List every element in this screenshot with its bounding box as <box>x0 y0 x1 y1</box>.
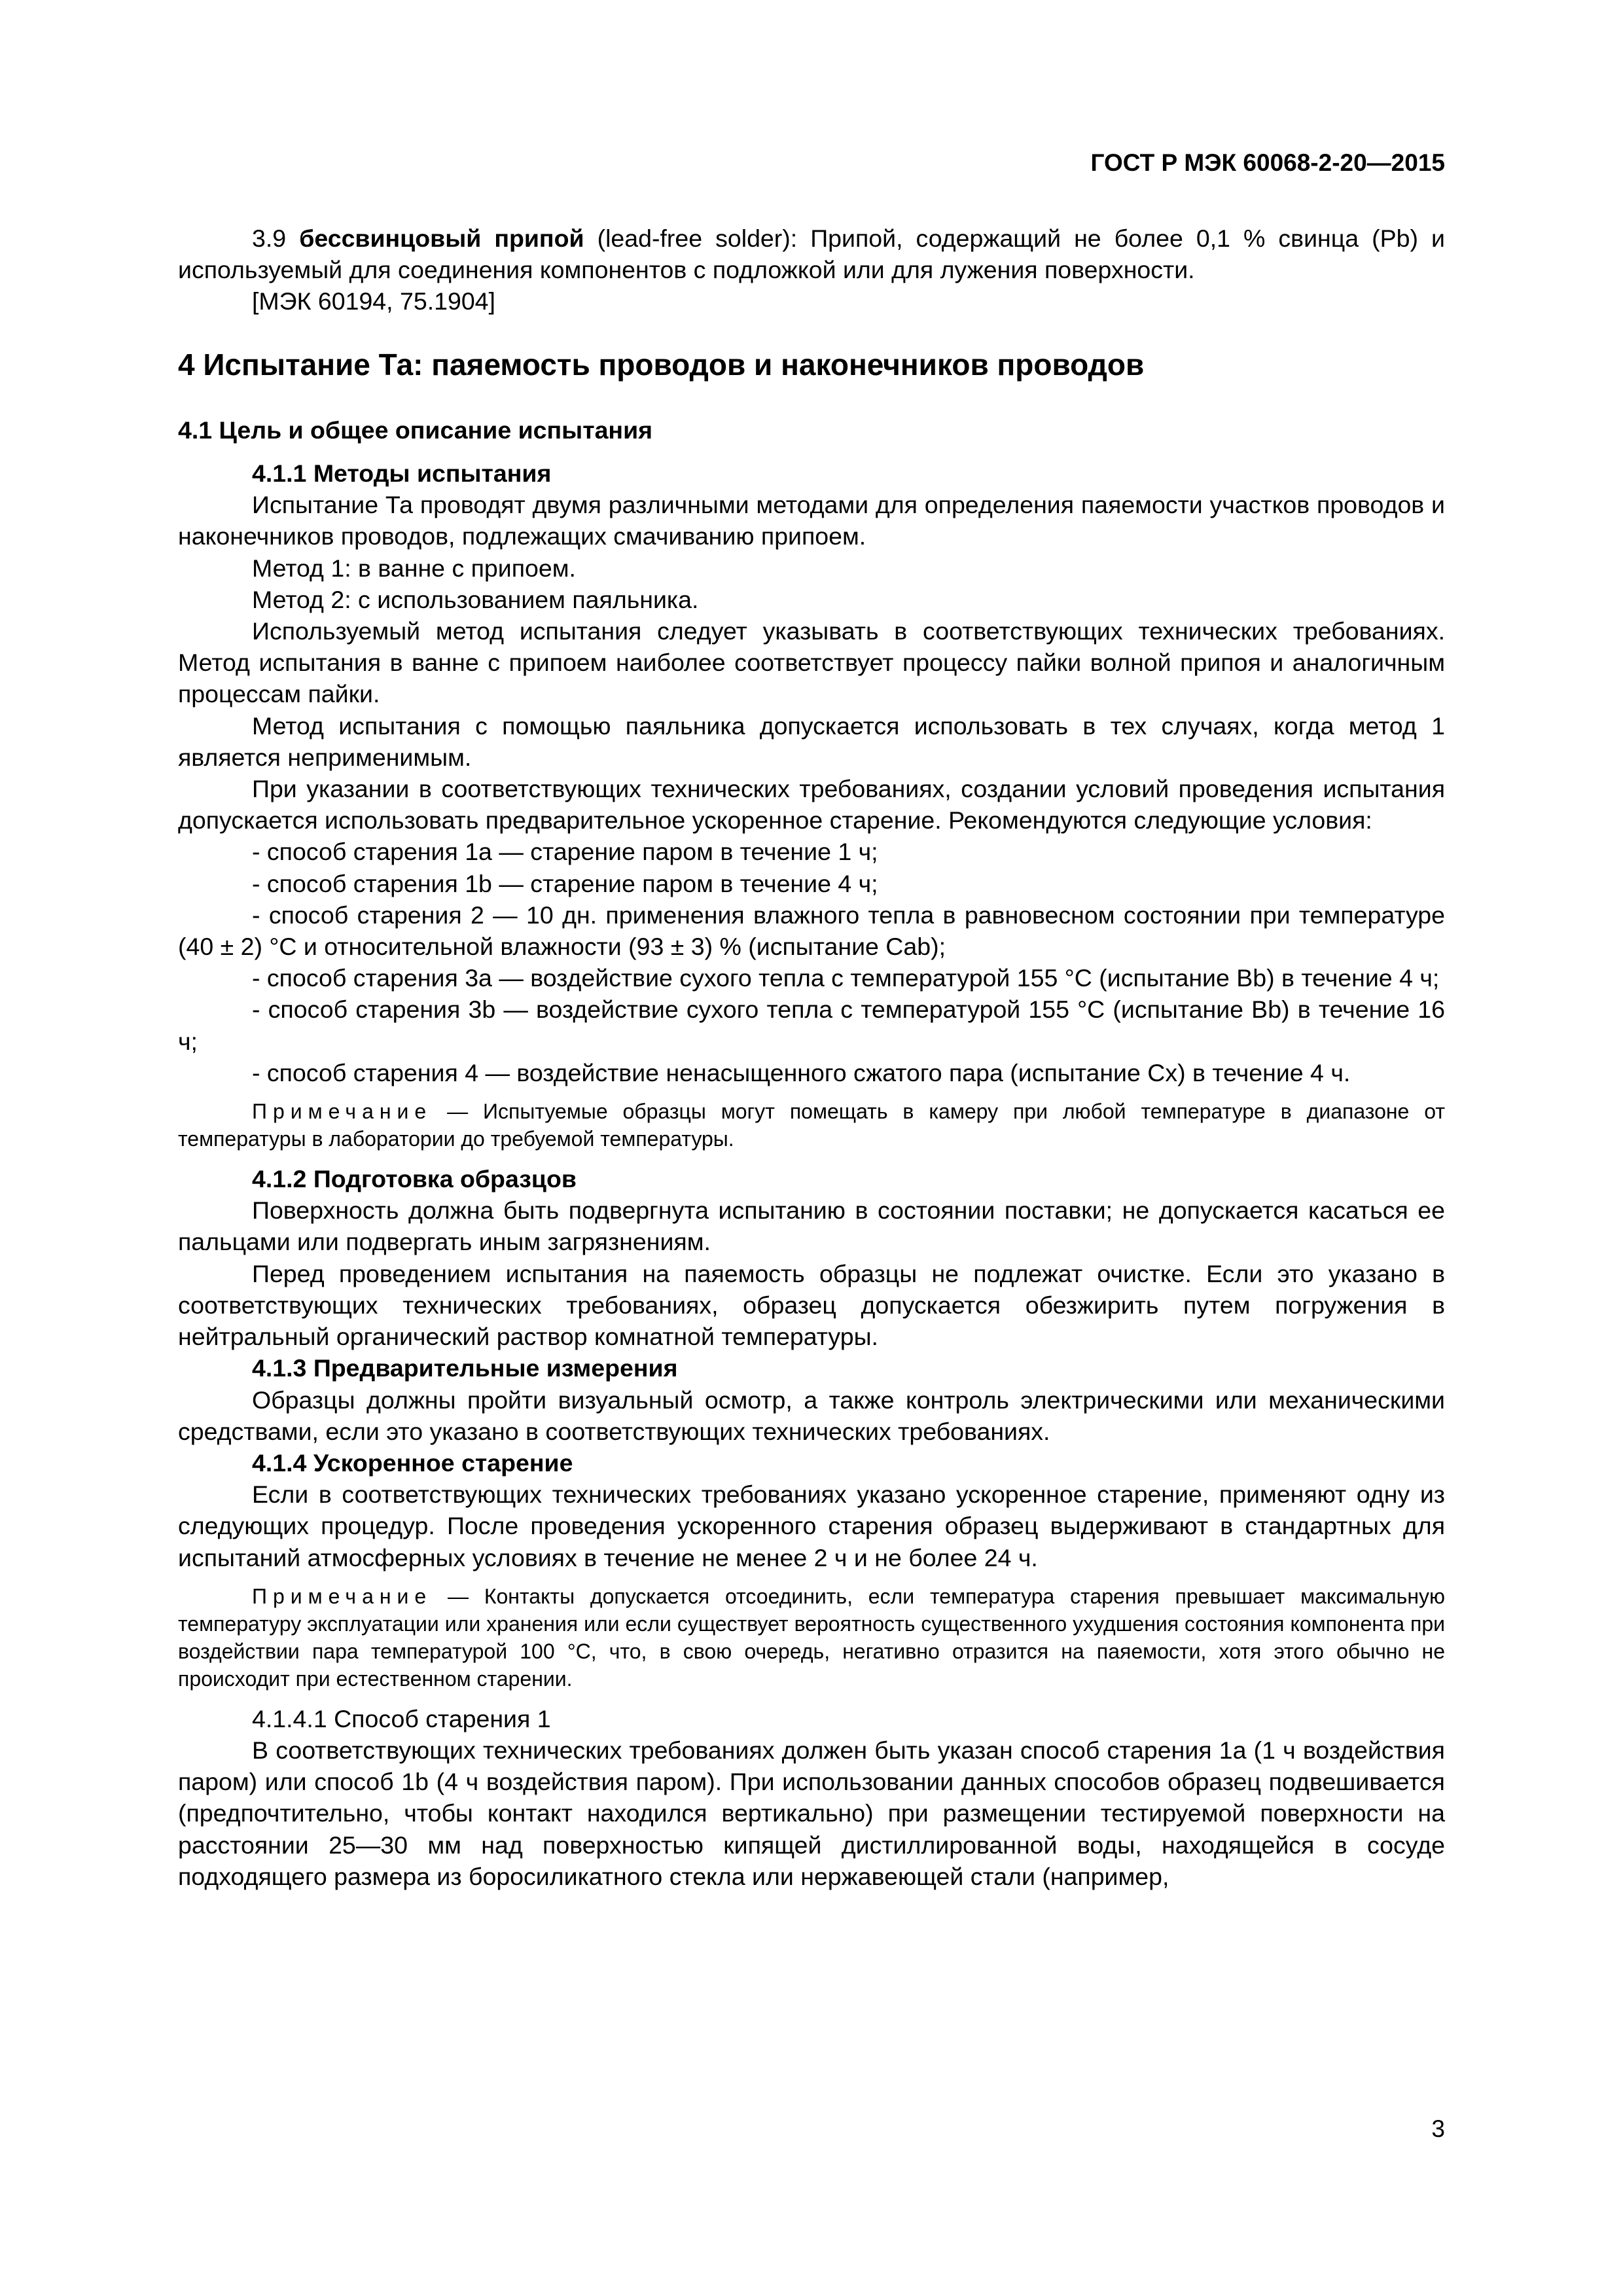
paragraph: Поверхность должна быть подвергнута испытанию в состоянии поставки; не допускается касаться ее пальцами или подвергать иным загрязнениям. <box>178 1196 1445 1256</box>
note-label: Примечание <box>252 1584 433 1608</box>
list-item: - способ старения 3b — воздействие сухого тепла с температурой 155 °С (испытание Bb) в течение 16 ч; <box>178 996 1445 1055</box>
section-4-title: 4 Испытание Та: паяемость проводов и наконечников проводов <box>178 347 1145 382</box>
section-4-1-1-title: 4.1.1 Методы испытания <box>252 459 552 488</box>
section-4-1-4-1-title: 4.1.4.1 Способ старения 1 <box>252 1704 551 1732</box>
paragraph: Испытание Та проводят двумя различными методами для определения паяемости участков проводов и наконечников проводов, подлежащих смачиванию припоем. <box>178 491 1445 550</box>
note <box>178 1098 1445 1153</box>
note-text: — Контакты допускается отсоединить, если температура старения превышает максимальную температуру эксплуатации или хранения или если существует вероятность существенного ухудшения состояния компонента при воздействии пара температурой 100 °С, что, в свою очередь, негативно отразится на паяемости, хотя этого обычно не происходит при естественном старении. <box>178 1584 1445 1691</box>
paragraph: Метод испытания с помощью паяльника допускается использовать в тех случаях, когда метод 1 является неприменимым. <box>178 711 1445 771</box>
list-item: - способ старения 2 — 10 дн. применения влажного тепла в равновесном состоянии при температуре (40 ± 2) °С и относительной влажности (93 ± 3) % (испытание Cab); <box>178 901 1445 961</box>
definition-number: 3.9 <box>252 224 300 252</box>
paragraph: Используемый метод испытания следует указывать в соответствующих технических требованиях. Метод испытания в ванне с припоем наиболее соответствует процессу пайки волной припоя и аналогичным процессам пайки. <box>178 617 1445 708</box>
paragraph: Метод 2: с использованием паяльника. <box>252 585 699 613</box>
paragraph: Если в соответствующих технических требованиях указано ускоренное старение, применяют одну из следующих процедур. После проведения ускоренного старения образец выдерживают в стандартных для испытаний атмосферных условиях в течение не менее 2 ч и не более 24 ч. <box>178 1480 1445 1571</box>
list-item: - способ старения 1b — старение паром в течение 4 ч; <box>252 869 878 897</box>
page-number: 3 <box>1431 2115 1445 2142</box>
section-4-1-3-title: 4.1.3 Предварительные измерения <box>252 1354 678 1382</box>
section-4-1-title: 4.1 Цель и общее описание испытания <box>178 416 653 444</box>
definition-reference: [МЭК 60194, 75.1904] <box>252 287 495 315</box>
section-4-1-4-title: 4.1.4 Ускоренное старение <box>252 1448 573 1477</box>
document-header: ГОСТ Р МЭК 60068-2-20—2015 <box>1090 149 1445 176</box>
list-item: - способ старения 3a — воздействие сухого тепла с температурой 155 °С (испытание Bb) в течение 4 ч; <box>252 964 1440 992</box>
paragraph: Перед проведением испытания на паяемость образцы не подлежат очистке. Если это указано в соответствующих технических требованиях, образец допускается обезжирить путем погружения в нейтральный органический раствор комнатной температуры. <box>178 1259 1445 1351</box>
page-content <box>178 223 1445 1892</box>
definition-term: бессвинцовый припой <box>299 224 584 252</box>
section-4-1-2-title: 4.1.2 Подготовка образцов <box>252 1165 577 1193</box>
paragraph: При указании в соответствующих технических требованиях, создании условий проведения испытания допускается использовать предварительное ускоренное старение. Рекомендуются следующие условия: <box>178 775 1445 834</box>
note-label: Примечание <box>252 1100 433 1124</box>
note <box>178 1583 1445 1693</box>
paragraph: Метод 1: в ванне с припоем. <box>252 554 576 582</box>
paragraph: Образцы должны пройти визуальный осмотр, а также контроль электрическими или механическими средствами, если это указано в соответствующих технических требованиях. <box>178 1386 1445 1445</box>
definition-3-9 <box>178 223 1445 285</box>
note-text: — Испытуемые образцы могут помещать в камеру при любой температуре в диапазоне от температуры в лаборатории до требуемой температуры. <box>178 1100 1445 1151</box>
list-item: - способ старения 1a — старение паром в течение 1 ч; <box>252 838 878 866</box>
paragraph: В соответствующих технических требованиях должен быть указан способ старения 1a (1 ч воздействия паром) или способ 1b (4 ч воздействия паром). При использовании данных способов образец подвешивается (предпочтительно, чтобы контакт находился вертикально) при размещении тестируемой поверхности на расстоянии 25—30 мм над поверхностью кипящей дистиллированной воды, находящейся в сосуде подходящего размера из боросиликатного стекла или нержавеющей стали (например, <box>178 1736 1445 1890</box>
list-item: - способ старения 4 — воздействие ненасыщенного сжатого пара (испытание Cx) в течение 4 ч. <box>252 1058 1351 1086</box>
definition-text: (lead-free solder): Припой, содержащий не более 0,1 % свинца (Pb) и используемый для соединения компонентов с подложкой или для лужения поверхности. <box>178 224 1445 284</box>
